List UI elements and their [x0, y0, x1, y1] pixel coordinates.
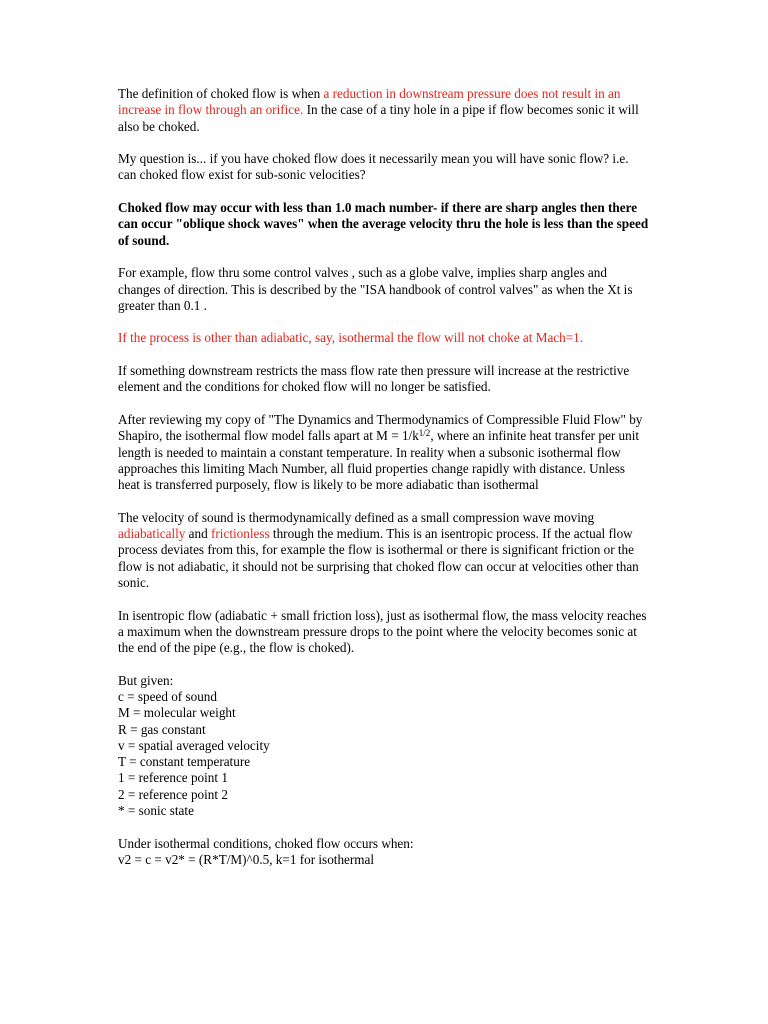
paragraph-isothermal-note: If the process is other than adiabatic, say, isothermal the flow will not choke at Mach=1.	[118, 330, 584, 346]
definition-line: T = constant temperature	[118, 754, 251, 770]
document-page	[118, 86, 650, 868]
text-segment: After reviewing my copy of "The Dynamics and Thermodynamics of Compressible Fluid Flow" by Shapiro, the isothermal flow model falls apart at M = 1/k	[118, 411, 643, 444]
definition-line: v = spatial averaged velocity	[118, 737, 270, 753]
highlighted-text: frictionless	[211, 526, 270, 542]
text-segment: In the case of a tiny hole in a pipe if flow becomes sonic it will also be choked.	[118, 102, 639, 134]
paragraph-bold-answer: Choked flow may occur with less than 1.0 mach number- if there are sharp angles then there can occur "oblique shock waves" when the average velocity thru the hole is less than the speed of sound.	[118, 200, 649, 248]
definition-line: 1 = reference point 1	[118, 770, 228, 786]
paragraph-choked-flow-definition	[118, 86, 650, 135]
definition-line: 2 = reference point 2	[118, 786, 228, 802]
text-segment: , where an infinite heat transfer per unit length is needed to maintain a constant temperature. In reality when a subsonic isothermal flow approaches this limiting Mach Number, all fluid properties change rapidly with distance. Unless heat is transferred purposely, flow is likely to be more adiabatic than isothermal	[118, 428, 640, 493]
definition-line: M = molecular weight	[118, 705, 236, 721]
highlighted-text: adiabatically	[118, 526, 186, 542]
equation-line: v2 = c = v2* = (R*T/M)^0.5, k=1 for isothermal	[118, 851, 375, 867]
text-segment: The definition of choked flow is when	[118, 86, 324, 101]
text-segment: The velocity of sound is thermodynamically defined as a small compression wave moving	[118, 509, 595, 525]
text-segment: and	[185, 526, 212, 542]
definition-line: c = speed of sound	[118, 688, 217, 704]
paragraph-downstream-restriction: If something downstream restricts the mass flow rate then pressure will increase at the restrictive element and the conditions for choked flow will no longer be satisfied.	[118, 363, 630, 395]
text-segment: through the medium. This is an isentropic process. If the actual flow process deviates from this, for example the flow is isothermal or there is significant friction or the flow is not adiabatic, it should not be surprising that choked flow can occur at velocities other than sonic.	[118, 526, 639, 590]
definitions-list	[118, 673, 650, 820]
paragraph-isentropic-flow: In isentropic flow (adiabatic + small friction loss), just as isothermal flow, the mass velocity reaches a maximum when the downstream pressure drops to the point where the velocity becomes sonic at the end of the pipe (e.g., the flow is choked).	[118, 607, 647, 656]
condition-line: Under isothermal conditions, choked flow occurs when:	[118, 835, 414, 851]
paragraph-velocity-of-sound	[118, 510, 650, 591]
superscript: 1/2	[418, 428, 431, 439]
definition-line: * = sonic state	[118, 803, 194, 819]
isothermal-condition	[118, 836, 650, 869]
paragraph-control-valves: For example, flow thru some control valves , such as a globe valve, implies sharp angles and changes of direction. This is described by the "ISA handbook of control valves" as when the Xt is greater than 0.1 .	[118, 265, 633, 313]
definition-line: But given:	[118, 672, 174, 688]
paragraph-question: My question is... if you have choked flow does it necessarily mean you will have sonic flow? i.e. can choked flow exist for sub-sonic velocities?	[118, 151, 629, 183]
highlighted-text: a reduction in downstream pressure does not result in an increase in flow through an orifice.	[118, 86, 621, 118]
paragraph-shapiro	[118, 412, 650, 493]
definition-line: R = gas constant	[118, 721, 206, 737]
